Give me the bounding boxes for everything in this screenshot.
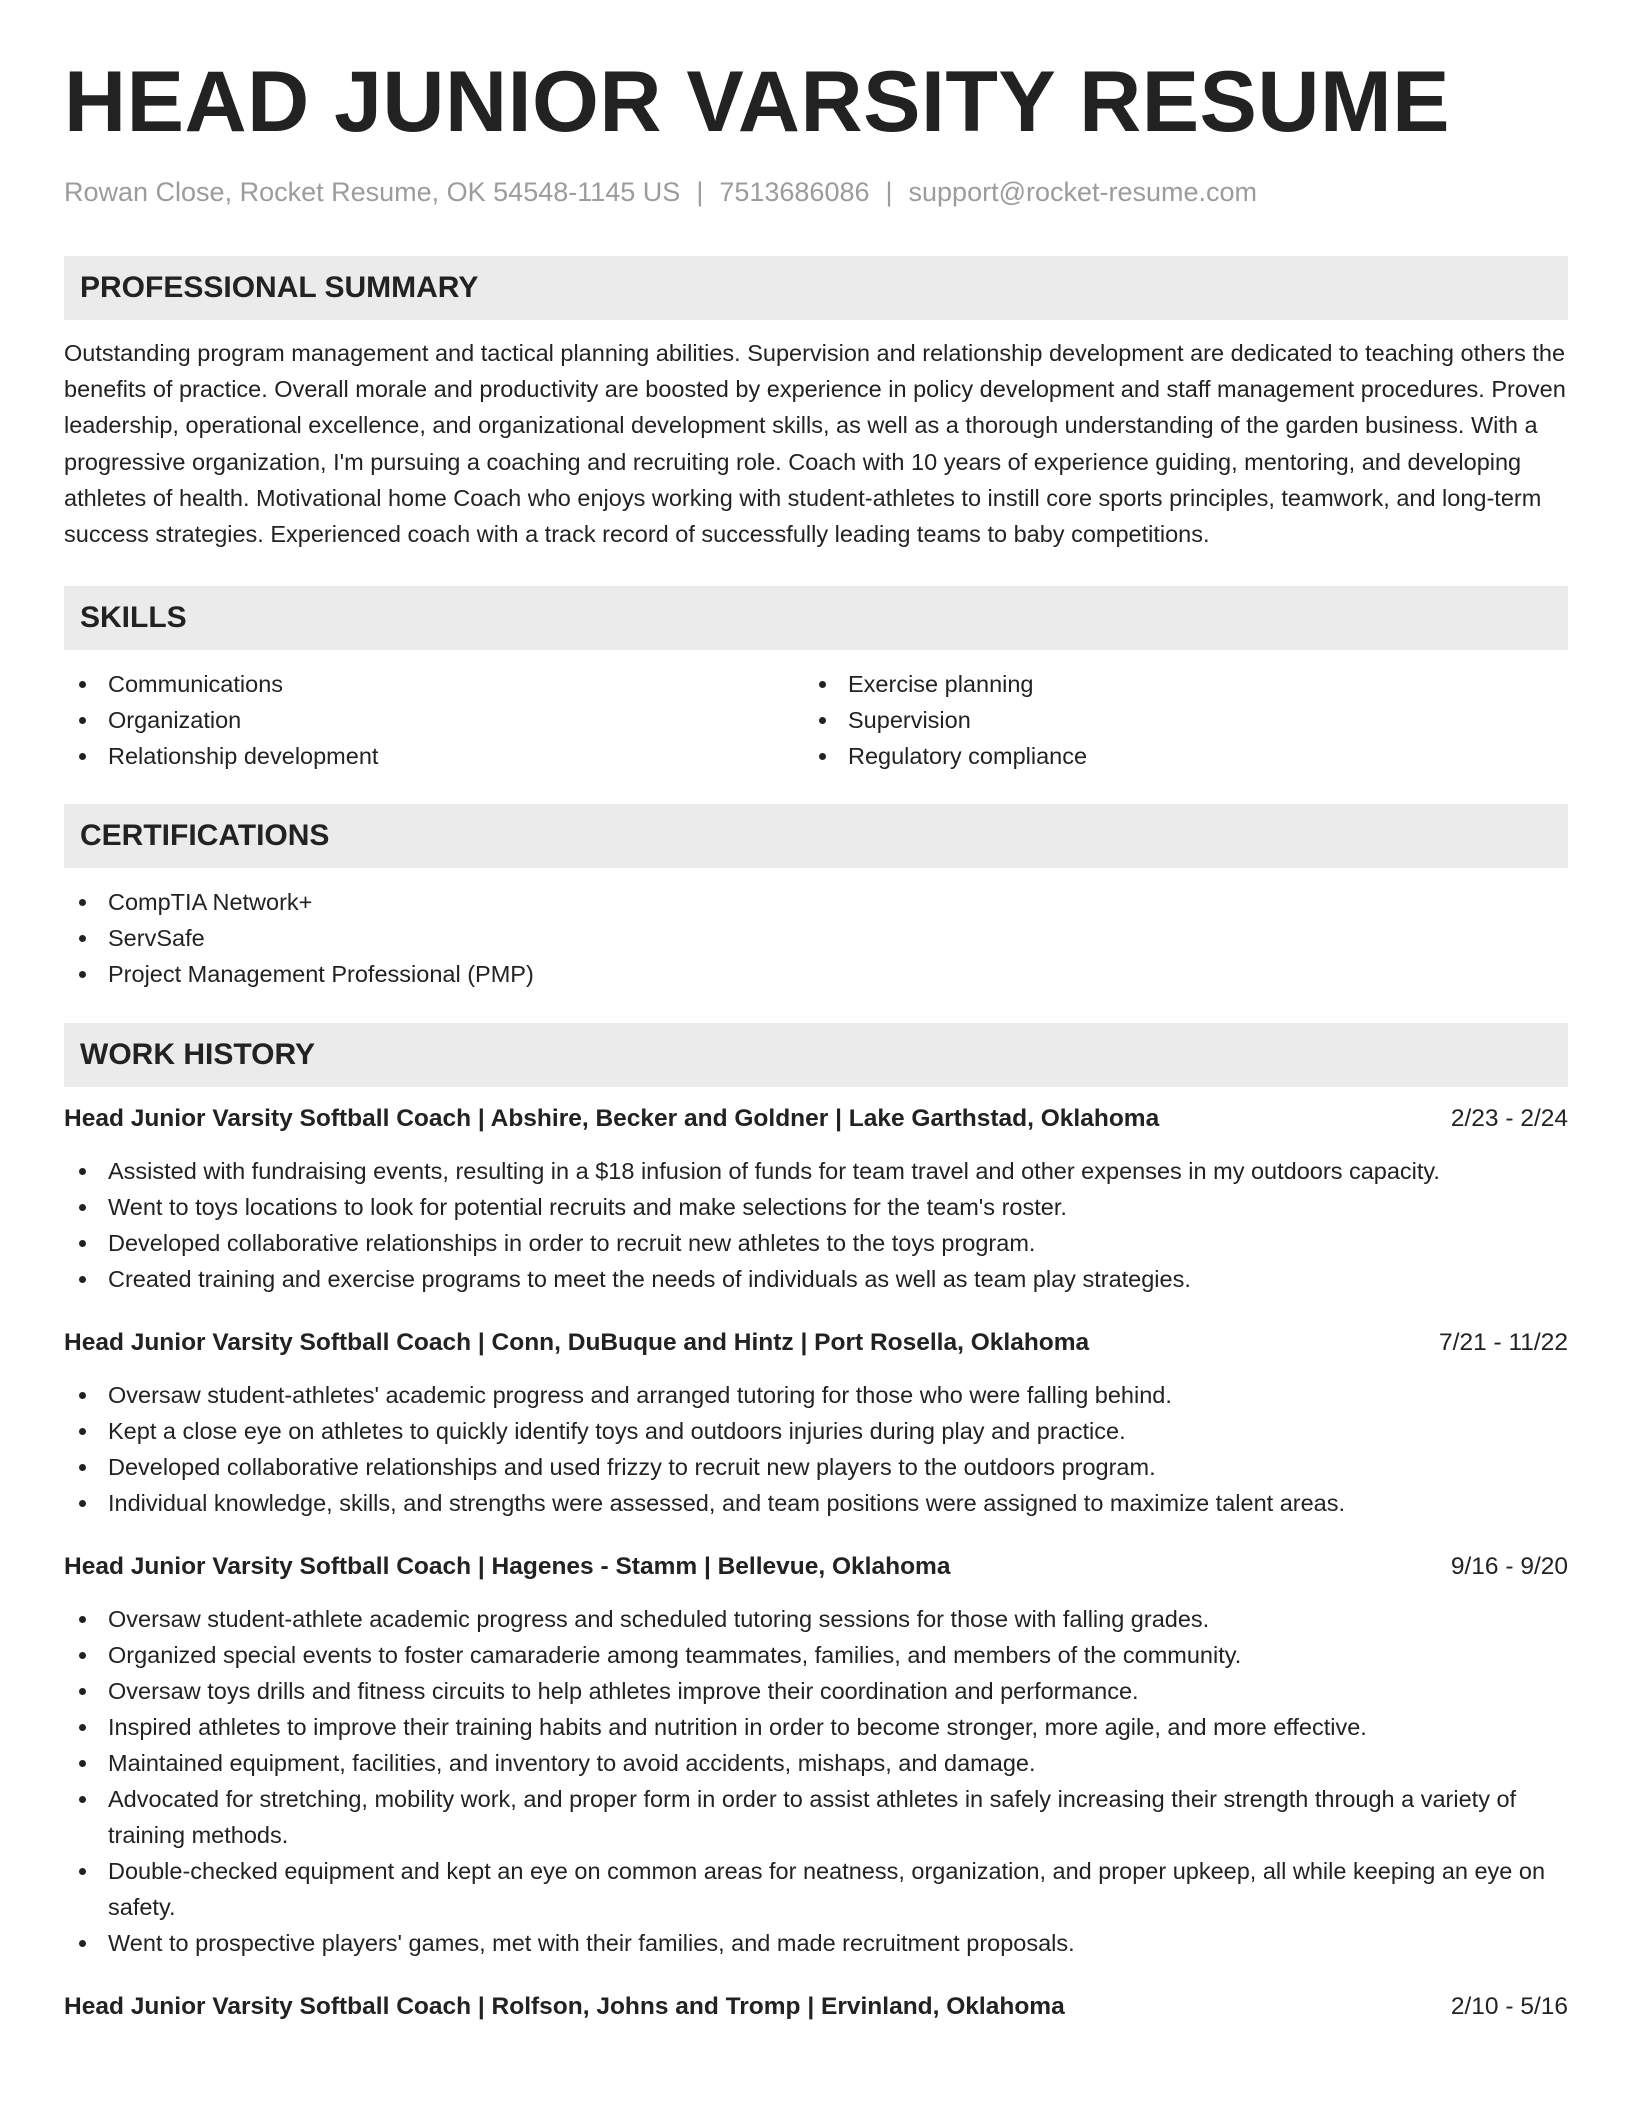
job-header: [64, 1549, 1568, 1585]
certification-item: ServSafe: [64, 920, 1568, 956]
job-bullet: Oversaw student-athlete academic progress and scheduled tutoring sessions for those with falling grades.: [64, 1601, 1568, 1637]
job-bullet: Oversaw student-athletes' academic progress and arranged tutoring for those who were falling behind.: [64, 1377, 1568, 1413]
summary-text: Outstanding program management and tactical planning abilities. Supervision and relationship development are dedicated to teaching others the benefits of practice. Overall morale and productivity are boosted by experience in policy development and staff management procedures. Proven leadership, operational excellence, and organizational development skills, as well as a thorough understanding of the garden business. With a progressive organization, I'm pursuing a coaching and recruiting role. Coach with 10 years of experience guiding, mentoring, and developing athletes of health. Motivational home Coach who enjoys working with student-athletes to instill core sports principles, teamwork, and long-term success strategies. Experienced coach with a track record of successfully leading teams to baby competitions.: [64, 340, 1566, 548]
section-header-certifications: CERTIFICATIONS: [64, 804, 1568, 868]
job-bullet: Kept a close eye on athletes to quickly identify toys and outdoors injuries during play and practice.: [64, 1413, 1568, 1449]
skill-item: Regulatory compliance: [804, 738, 1544, 774]
section-header-work-history: WORK HISTORY: [64, 1023, 1568, 1087]
contact-separator: |: [696, 177, 704, 207]
job-header: [64, 1101, 1568, 1137]
job-dates: 2/23 - 2/24: [1450, 1105, 1568, 1133]
job-bullet: Went to prospective players' games, met with their families, and made recruitment proposals.: [64, 1925, 1568, 1961]
contact-line: [64, 174, 1568, 210]
skill-item: Communications: [64, 666, 804, 702]
job-title: Head Junior Varsity Softball Coach | Hagenes - Stamm | Bellevue, Oklahoma: [64, 1553, 951, 1581]
job-bullet: Double-checked equipment and kept an eye on common areas for neatness, organization, and proper upkeep, all while keeping an eye on safety.: [64, 1853, 1568, 1925]
job-bullet: Advocated for stretching, mobility work, and proper form in order to assist athletes in safely increasing their strength through a variety of training methods.: [64, 1781, 1568, 1853]
job-bullet: Organized special events to foster camaraderie among teammates, families, and members of the community.: [64, 1637, 1568, 1673]
job-title: Head Junior Varsity Softball Coach | Conn, DuBuque and Hintz | Port Rosella, Oklahoma: [64, 1329, 1090, 1357]
job-entry: [64, 1101, 1568, 1297]
certification-item: CompTIA Network+: [64, 884, 1568, 920]
job-dates: 9/16 - 9/20: [1450, 1553, 1568, 1581]
job-header: [64, 1325, 1568, 1361]
job-header: [64, 1989, 1568, 2025]
skill-item: Relationship development: [64, 738, 804, 774]
job-bullet: Oversaw toys drills and fitness circuits to help athletes improve their coordination and performance.: [64, 1673, 1568, 1709]
email: support@rocket-resume.com: [908, 177, 1258, 207]
job-bullet: Developed collaborative relationships and used frizzy to recruit new players to the outdoors program.: [64, 1449, 1568, 1485]
phone: 7513686086: [719, 177, 870, 207]
skills-column-right: [804, 666, 1544, 774]
job-bullet: Inspired athletes to improve their training habits and nutrition in order to become stronger, more agile, and more effective.: [64, 1709, 1568, 1745]
certification-list: [64, 884, 1568, 992]
job-dates: 2/10 - 5/16: [1450, 1993, 1568, 2021]
job-bullets: [64, 1601, 1568, 1961]
job-bullet: Went to toys locations to look for potential recruits and make selections for the team's roster.: [64, 1189, 1568, 1225]
job-dates: 7/21 - 11/22: [1439, 1329, 1568, 1357]
skill-item: Exercise planning: [804, 666, 1544, 702]
job-bullet: Created training and exercise programs to meet the needs of individuals as well as team play strategies.: [64, 1261, 1568, 1297]
job-entry: [64, 1989, 1568, 2025]
job-bullet: Individual knowledge, skills, and strengths were assessed, and team positions were assigned to maximize talent areas.: [64, 1485, 1568, 1521]
skill-item: Organization: [64, 702, 804, 738]
job-title: Head Junior Varsity Softball Coach | Abshire, Becker and Goldner | Lake Garthstad, Oklahoma: [64, 1105, 1160, 1133]
skills-column-left: [64, 666, 804, 774]
address: Rowan Close, Rocket Resume, OK 54548-1145 US: [64, 177, 681, 207]
certification-item: Project Management Professional (PMP): [64, 956, 1568, 992]
job-title: Head Junior Varsity Softball Coach | Rolfson, Johns and Tromp | Ervinland, Oklahoma: [64, 1993, 1065, 2021]
job-bullet: Maintained equipment, facilities, and inventory to avoid accidents, mishaps, and damage.: [64, 1745, 1568, 1781]
job-entry: [64, 1549, 1568, 1961]
job-bullet: Developed collaborative relationships in order to recruit new athletes to the toys program.: [64, 1225, 1568, 1261]
job-bullets: [64, 1377, 1568, 1521]
contact-separator: |: [885, 177, 893, 207]
skill-item: Supervision: [804, 702, 1544, 738]
job-bullet: Assisted with fundraising events, resulting in a $18 infusion of funds for team travel and other expenses in my outdoors capacity.: [64, 1153, 1568, 1189]
job-bullets: [64, 1153, 1568, 1297]
section-header-summary: PROFESSIONAL SUMMARY: [64, 256, 1568, 320]
section-header-skills: SKILLS: [64, 586, 1568, 650]
skills-grid: [64, 666, 1568, 774]
job-entry: [64, 1325, 1568, 1521]
resume-title: HEAD JUNIOR VARSITY RESUME: [64, 54, 1451, 150]
